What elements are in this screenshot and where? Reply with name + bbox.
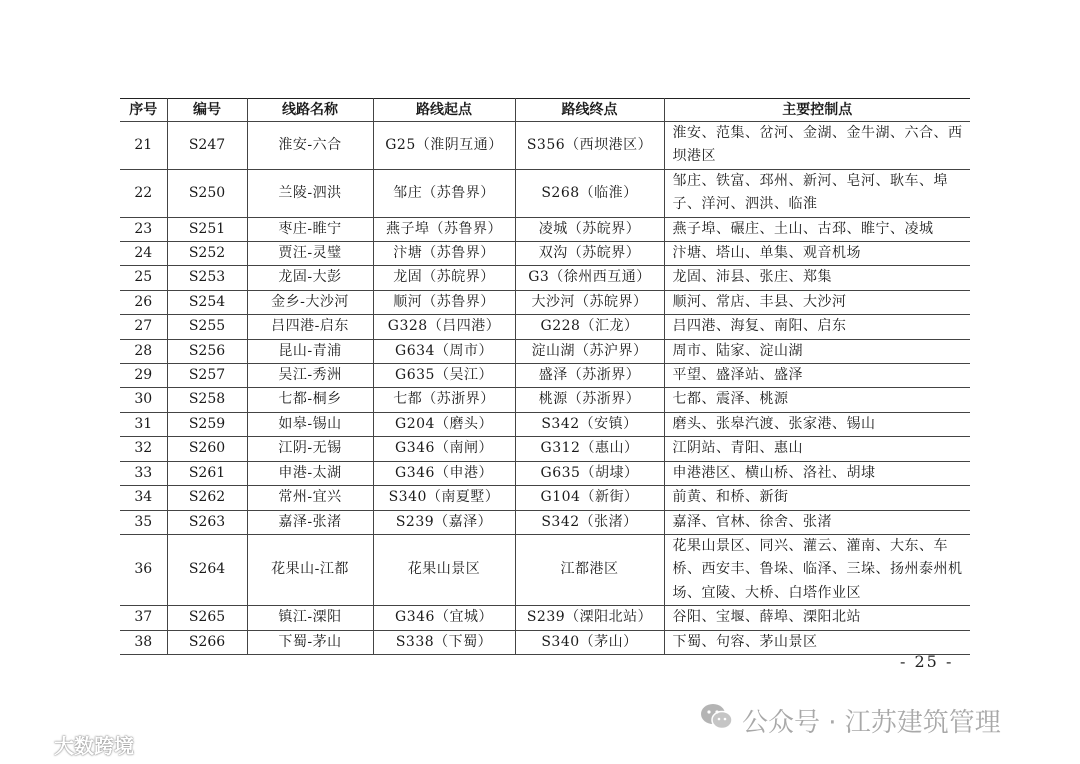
- table-row: [120, 217, 970, 241]
- row-number-cell: 38: [120, 630, 167, 654]
- route-code-cell: S255: [167, 315, 247, 339]
- end-point-cell: 大沙河（苏皖界）: [515, 290, 664, 314]
- route-name-cell: 吴江-秀洲: [247, 364, 373, 388]
- row-number-cell: 22: [120, 169, 167, 217]
- route-name-cell: 常州-宜兴: [247, 486, 373, 510]
- route-code-cell: S252: [167, 242, 247, 266]
- end-point-cell: S342（张渚）: [515, 510, 664, 534]
- row-number-cell: 36: [120, 534, 167, 605]
- end-point-cell: G635（胡埭）: [515, 461, 664, 485]
- route-code-cell: S253: [167, 266, 247, 290]
- control-points-cell: 七都、震泽、桃源: [664, 388, 970, 412]
- route-code-cell: S256: [167, 339, 247, 363]
- table-row: [120, 510, 970, 534]
- route-code-cell: S260: [167, 437, 247, 461]
- start-point-cell: S239（嘉泽）: [373, 510, 515, 534]
- table-row: [120, 606, 970, 630]
- route-name-cell: 金乡-大沙河: [247, 290, 373, 314]
- route-name-cell: 嘉泽-张渚: [247, 510, 373, 534]
- table-row: [120, 412, 970, 436]
- start-point-cell: S340（南夏墅）: [373, 486, 515, 510]
- route-name-cell: 吕四港-启东: [247, 315, 373, 339]
- row-number-cell: 24: [120, 242, 167, 266]
- control-points-cell: 周市、陆家、淀山湖: [664, 339, 970, 363]
- table-row: [120, 339, 970, 363]
- start-point-cell: S338（下蜀）: [373, 630, 515, 654]
- table-row: [120, 437, 970, 461]
- table-row: [120, 630, 970, 654]
- control-points-cell: 燕子埠、碾庄、土山、古邳、睢宁、凌城: [664, 217, 970, 241]
- route-name-cell: 贾汪-灵璧: [247, 242, 373, 266]
- end-point-cell: 凌城（苏皖界）: [515, 217, 664, 241]
- table-body: [120, 122, 970, 655]
- end-point-cell: 盛泽（苏浙界）: [515, 364, 664, 388]
- control-points-cell: 淮安、范集、岔河、金湖、金牛湖、六合、西坝港区: [664, 122, 970, 170]
- route-code-cell: S261: [167, 461, 247, 485]
- route-code-cell: S254: [167, 290, 247, 314]
- route-code-cell: S265: [167, 606, 247, 630]
- header-cell-end: 路线终点: [515, 99, 664, 122]
- header-cell-name: 线路名称: [247, 99, 373, 122]
- table-row: [120, 169, 970, 217]
- table-row: [120, 122, 970, 170]
- route-code-cell: S263: [167, 510, 247, 534]
- row-number-cell: 31: [120, 412, 167, 436]
- end-point-cell: 淀山湖（苏沪界）: [515, 339, 664, 363]
- route-name-cell: 镇江-溧阳: [247, 606, 373, 630]
- row-number-cell: 21: [120, 122, 167, 170]
- start-point-cell: 汴塘（苏鲁界）: [373, 242, 515, 266]
- road-table: [120, 98, 970, 655]
- route-code-cell: S264: [167, 534, 247, 605]
- table-header-row: [120, 99, 970, 122]
- end-point-cell: 江都港区: [515, 534, 664, 605]
- route-name-cell: 枣庄-睢宁: [247, 217, 373, 241]
- control-points-cell: 汴塘、塔山、单集、观音机场: [664, 242, 970, 266]
- control-points-cell: 下蜀、句容、茅山景区: [664, 630, 970, 654]
- table-row: [120, 242, 970, 266]
- header-cell-code: 编号: [167, 99, 247, 122]
- end-point-cell: G3（徐州西互通）: [515, 266, 664, 290]
- start-point-cell: G204（磨头）: [373, 412, 515, 436]
- header-cell-start: 路线起点: [373, 99, 515, 122]
- start-point-cell: G25（淮阴互通）: [373, 122, 515, 170]
- end-point-cell: G104（新街）: [515, 486, 664, 510]
- end-point-cell: 桃源（苏浙界）: [515, 388, 664, 412]
- start-point-cell: G635（吴江）: [373, 364, 515, 388]
- header-cell-points: 主要控制点: [664, 99, 970, 122]
- start-point-cell: 燕子埠（苏鲁界）: [373, 217, 515, 241]
- start-point-cell: G346（宜城）: [373, 606, 515, 630]
- route-name-cell: 花果山-江都: [247, 534, 373, 605]
- watermark-right: [700, 700, 1001, 740]
- header-cell-no: 序号: [120, 99, 167, 122]
- row-number-cell: 23: [120, 217, 167, 241]
- control-points-cell: 申港港区、横山桥、洛社、胡埭: [664, 461, 970, 485]
- route-code-cell: S247: [167, 122, 247, 170]
- control-points-cell: 吕四港、海复、南阳、启东: [664, 315, 970, 339]
- table-row: [120, 534, 970, 605]
- start-point-cell: 龙固（苏皖界）: [373, 266, 515, 290]
- end-point-cell: S340（茅山）: [515, 630, 664, 654]
- route-code-cell: S262: [167, 486, 247, 510]
- row-number-cell: 37: [120, 606, 167, 630]
- control-points-cell: 顺河、常店、丰县、大沙河: [664, 290, 970, 314]
- start-point-cell: G634（周市）: [373, 339, 515, 363]
- start-point-cell: G328（吕四港）: [373, 315, 515, 339]
- control-points-cell: 谷阳、宝堰、薛埠、溧阳北站: [664, 606, 970, 630]
- route-name-cell: 兰陵-泗洪: [247, 169, 373, 217]
- watermark-left: [6, 730, 134, 758]
- start-point-cell: 七都（苏浙界）: [373, 388, 515, 412]
- end-point-cell: S356（西坝港区）: [515, 122, 664, 170]
- watermark-left-text: 大数跨境: [54, 733, 134, 758]
- control-points-cell: 江阴站、青阳、惠山: [664, 437, 970, 461]
- row-number-cell: 27: [120, 315, 167, 339]
- row-number-cell: 26: [120, 290, 167, 314]
- table-row: [120, 388, 970, 412]
- wechat-icon: [700, 702, 734, 739]
- control-points-cell: 磨头、张皋汽渡、张家港、锡山: [664, 412, 970, 436]
- bubble-logo-icon: [6, 731, 50, 757]
- route-name-cell: 龙固-大彭: [247, 266, 373, 290]
- end-point-cell: S268（临淮）: [515, 169, 664, 217]
- row-number-cell: 32: [120, 437, 167, 461]
- route-name-cell: 七都-桐乡: [247, 388, 373, 412]
- row-number-cell: 25: [120, 266, 167, 290]
- row-number-cell: 34: [120, 486, 167, 510]
- route-name-cell: 昆山-青浦: [247, 339, 373, 363]
- table-row: [120, 461, 970, 485]
- watermark-right-text: 公众号 · 江苏建筑管理: [742, 707, 1001, 738]
- table-row: [120, 486, 970, 510]
- control-points-cell: 龙固、沛县、张庄、郑集: [664, 266, 970, 290]
- route-name-cell: 申港-太湖: [247, 461, 373, 485]
- control-points-cell: 前黄、和桥、新街: [664, 486, 970, 510]
- route-name-cell: 淮安-六合: [247, 122, 373, 170]
- start-point-cell: G346（申港）: [373, 461, 515, 485]
- start-point-cell: 花果山景区: [373, 534, 515, 605]
- control-points-cell: 嘉泽、官林、徐舍、张渚: [664, 510, 970, 534]
- table-row: [120, 266, 970, 290]
- table-row: [120, 364, 970, 388]
- row-number-cell: 29: [120, 364, 167, 388]
- row-number-cell: 28: [120, 339, 167, 363]
- end-point-cell: S342（安镇）: [515, 412, 664, 436]
- start-point-cell: G346（南闸）: [373, 437, 515, 461]
- end-point-cell: G228（汇龙）: [515, 315, 664, 339]
- control-points-cell: 邹庄、铁富、邳州、新河、皂河、耿车、埠子、洋河、泗洪、临淮: [664, 169, 970, 217]
- table-row: [120, 290, 970, 314]
- end-point-cell: S239（溧阳北站）: [515, 606, 664, 630]
- control-points-cell: 花果山景区、同兴、灌云、灌南、大东、车桥、西安丰、鲁垛、临泽、三垛、扬州泰州机场、宜陵、大桥、白塔作业区: [664, 534, 970, 605]
- row-number-cell: 35: [120, 510, 167, 534]
- route-code-cell: S257: [167, 364, 247, 388]
- page-number: - 25 -: [900, 652, 954, 671]
- end-point-cell: G312（惠山）: [515, 437, 664, 461]
- control-points-cell: 平望、盛泽站、盛泽: [664, 364, 970, 388]
- route-code-cell: S258: [167, 388, 247, 412]
- end-point-cell: 双沟（苏皖界）: [515, 242, 664, 266]
- route-name-cell: 江阴-无锡: [247, 437, 373, 461]
- route-name-cell: 下蜀-茅山: [247, 630, 373, 654]
- start-point-cell: 顺河（苏鲁界）: [373, 290, 515, 314]
- row-number-cell: 33: [120, 461, 167, 485]
- table-row: [120, 315, 970, 339]
- row-number-cell: 30: [120, 388, 167, 412]
- route-name-cell: 如皋-锡山: [247, 412, 373, 436]
- route-code-cell: S251: [167, 217, 247, 241]
- start-point-cell: 邹庄（苏鲁界）: [373, 169, 515, 217]
- route-code-cell: S266: [167, 630, 247, 654]
- route-code-cell: S250: [167, 169, 247, 217]
- route-code-cell: S259: [167, 412, 247, 436]
